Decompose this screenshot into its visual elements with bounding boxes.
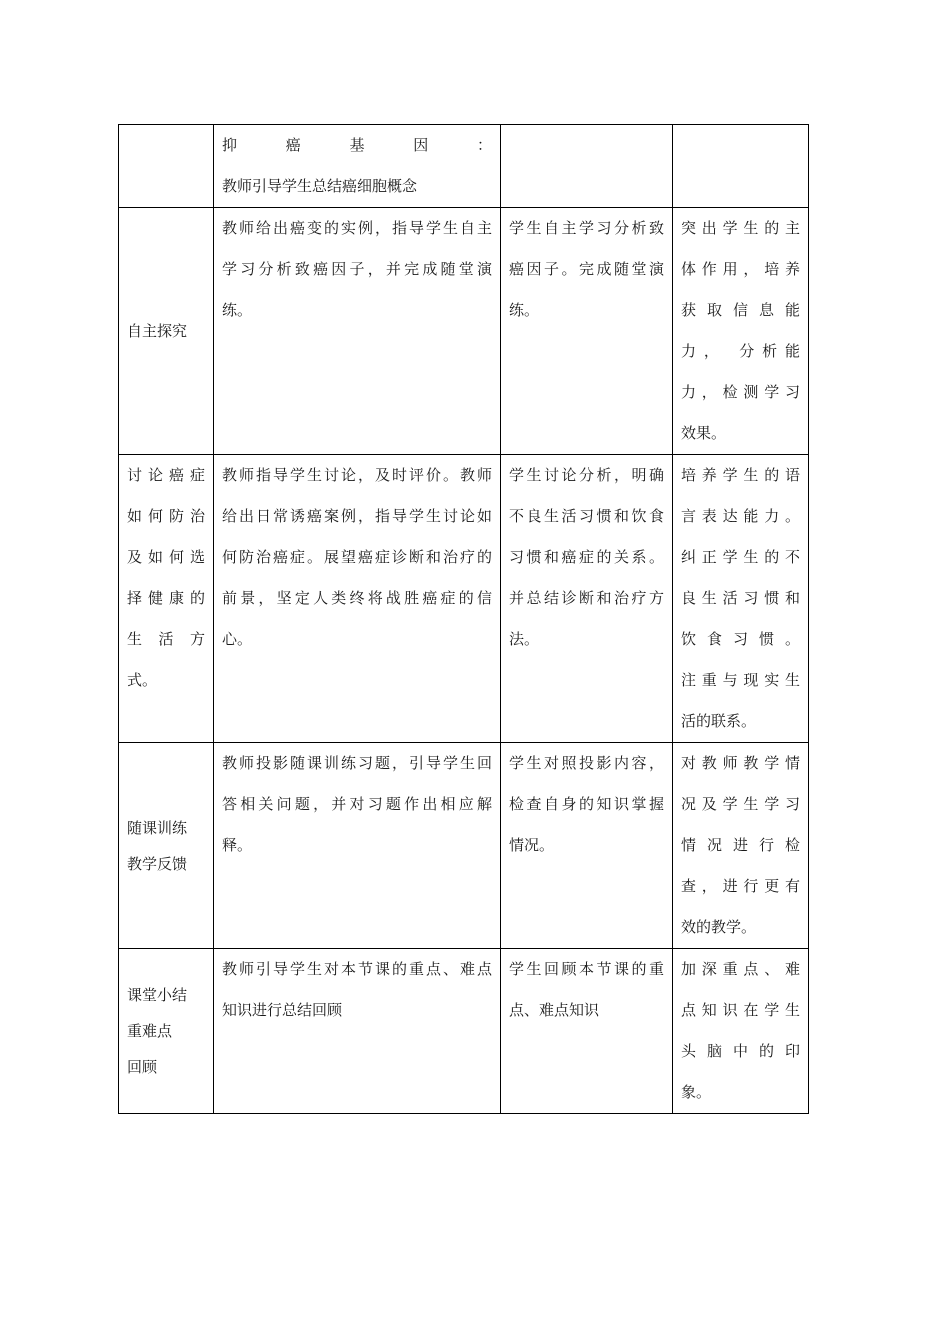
student-activity-cell [501,208,673,455]
cell-line: 象。 [681,1083,712,1101]
cell-line: 获取信息能 [681,301,800,319]
cell-line: 法。 [509,630,540,648]
cell-line: 教师指导学生讨论，及时评价。教师 [222,466,492,484]
cell-line: 饮食习惯。 [681,630,800,648]
cell-line: 释。 [222,836,253,854]
cell-line: 情况。 [509,836,555,854]
cell-line: 课堂小结 [127,986,188,1004]
teacher-activity-cell [214,455,501,743]
cell-line: 学生回顾本节课的重 [509,960,664,978]
cell-line: 对教师教学情 [681,754,800,772]
cell-line: 给出日常诱癌案例，指导学生讨论如 [222,507,492,525]
table-body [119,125,809,1114]
design-purpose-cell [673,949,809,1114]
cell-line: 自主探究 [127,322,188,340]
cell-line: 体作用，培养 [681,260,800,278]
cell-line: 情况进行检 [681,836,800,854]
cell-line: 言表达能力。 [681,507,800,525]
cell-line: 点知识在学生 [681,1001,800,1019]
cell-line: 良生活习惯和 [681,589,800,607]
cell-line: 不良生活习惯和饮食 [509,507,664,525]
design-purpose-cell [673,208,809,455]
cell-line: 练。 [509,301,540,319]
cell-line: 如何防治 [127,507,205,525]
cell-line: 练。 [222,301,253,319]
cell-line: 学生讨论分析，明确 [509,466,664,484]
stage-cell [119,208,214,455]
cell-line: 点、难点知识 [509,1001,600,1019]
student-activity-cell [501,455,673,743]
design-purpose-cell [673,743,809,949]
table-row [119,949,809,1114]
cell-line: 况及学生学习 [681,795,800,813]
teacher-activity-cell [214,743,501,949]
cell-line: 活的联系。 [681,712,757,730]
cell-line: 注重与现实生 [681,671,800,689]
cell-line: 知识进行总结回顾 [222,1001,343,1019]
cell-line: 前景，坚定人类终将战胜癌症的信 [222,589,492,607]
teacher-activity-cell [214,949,501,1114]
stage-cell [119,743,214,949]
cell-line: 学习分析致癌因子，并完成随堂演 [222,260,492,278]
design-purpose-cell [673,125,809,208]
cell-line: 答相关问题，并对习题作出相应解 [222,795,492,813]
cell-line: 讨论癌症 [127,466,205,484]
cell-line: 何防治癌症。展望癌症诊断和治疗的 [222,548,492,566]
cell-line: 教师引导学生总结癌细胞概念 [222,177,418,195]
cell-line: 随课训练 [127,818,188,837]
cell-line: 力，检测学习 [681,383,800,401]
table-row [119,125,809,208]
table-row [119,743,809,949]
cell-line: 习惯和癌症的关系。 [509,548,664,566]
student-activity-cell [501,949,673,1114]
cell-line: 癌因子。完成随堂演 [509,260,664,278]
cell-line: 并总结诊断和治疗方 [509,589,664,607]
table-row [119,455,809,743]
cell-line: 教师给出癌变的实例，指导学生自主 [222,219,492,237]
cell-line: 效的教学。 [681,918,757,936]
cell-line: 纠正学生的不 [681,548,800,566]
student-activity-cell [501,125,673,208]
student-activity-cell [501,743,673,949]
cell-line: 生 活 方 [127,630,205,648]
stage-cell [119,455,214,743]
cell-line: 择健康的 [127,589,205,607]
cell-line: 学生自主学习分析致 [509,219,664,237]
cell-line: 及如何选 [127,548,205,566]
table-row [119,208,809,455]
cell-line: 教师投影随课训练习题，引导学生回 [222,754,492,772]
cell-line: 心。 [222,630,253,648]
cell-line: 效果。 [681,424,727,442]
cell-line: 重难点 [127,1022,173,1040]
cell-line: 教师引导学生对本节课的重点、难点 [222,960,492,978]
teacher-activity-cell [214,208,501,455]
cell-line: 加深重点、难 [681,960,800,978]
teacher-activity-cell [214,125,501,208]
stage-cell [119,125,214,208]
design-purpose-cell [673,455,809,743]
cell-line: 式。 [127,671,158,689]
cell-line: 抑癌基因： [222,136,492,154]
lesson-plan-table [118,124,809,1114]
cell-line: 力， 分析能 [681,342,800,360]
cell-line: 回顾 [127,1058,158,1076]
stage-cell [119,949,214,1114]
cell-line: 教学反馈 [127,854,188,873]
cell-line: 头脑中的印 [681,1042,800,1060]
cell-line: 学生对照投影内容， [509,754,664,772]
cell-line: 培养学生的语 [681,466,800,484]
cell-line: 查，进行更有 [681,877,800,895]
cell-line: 检查自身的知识掌握 [509,795,664,813]
cell-line: 突出学生的主 [681,219,800,237]
